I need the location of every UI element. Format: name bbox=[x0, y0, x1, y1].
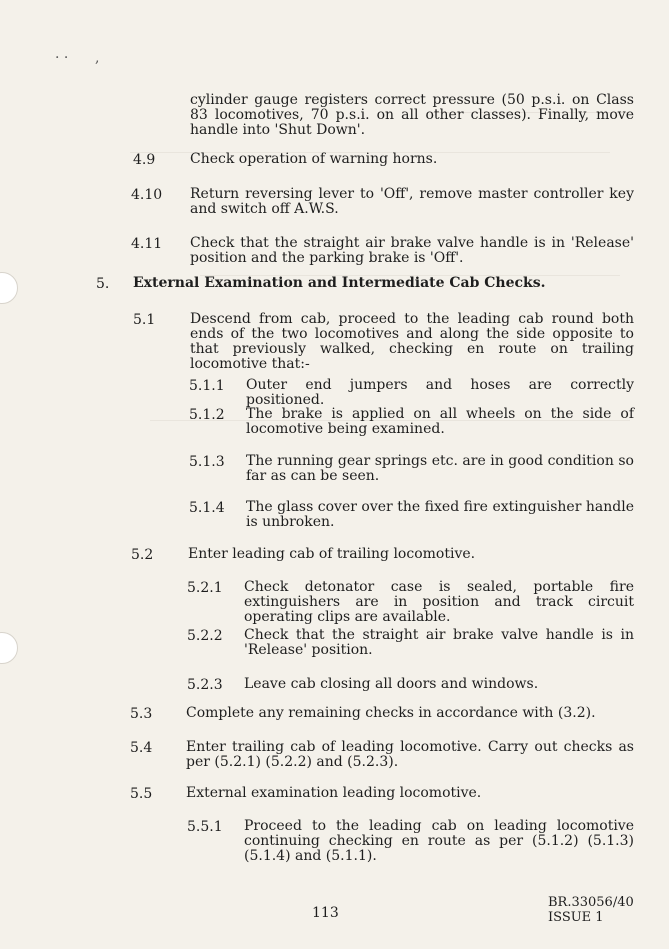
section-text: Check that the straight air brake valve handle is in 'Release' position and the parking brake is 'Off'. bbox=[190, 235, 634, 266]
subsection-number: 5.1.2 bbox=[189, 407, 225, 423]
subsection-number: 5.1.1 bbox=[189, 378, 225, 394]
section-text: Enter trailing cab of leading locomotive. Carry out checks as per (5.2.1) (5.2.2) and (5.2.3). bbox=[186, 739, 634, 770]
section-number: 4.9 bbox=[133, 152, 156, 168]
subsection-text: The running gear springs etc. are in good condition so far as can be seen. bbox=[246, 453, 634, 484]
section-text: Complete any remaining checks in accordance with (3.2). bbox=[186, 705, 596, 721]
scan-specks: · · , bbox=[55, 50, 100, 66]
subsection-number: 5.1.3 bbox=[189, 454, 225, 470]
subsection-number: 5.2.1 bbox=[187, 580, 223, 596]
section-number: 5.5 bbox=[130, 786, 153, 802]
paragraph-continuation: cylinder gauge registers correct pressure (50 p.s.i. on Class 83 locomotives, 70 p.s.i. on all other classes). Finally, move handle into 'Shut Down'. bbox=[190, 92, 634, 138]
subsection-text: Outer end jumpers and hoses are correctly positioned. bbox=[246, 377, 634, 408]
document-reference bbox=[548, 895, 634, 925]
subsection-number: 5.1.4 bbox=[189, 500, 225, 516]
section-number: 5.4 bbox=[130, 740, 153, 756]
doc-ref: BR.33056/40 bbox=[548, 895, 634, 910]
section-number: 4.10 bbox=[131, 187, 163, 203]
section-number: 5.2 bbox=[131, 547, 154, 563]
punch-hole bbox=[0, 272, 18, 304]
subsection-text: The glass cover over the fixed fire extinguisher handle is unbroken. bbox=[246, 499, 634, 530]
subsection-text: Leave cab closing all doors and windows. bbox=[244, 676, 539, 692]
subsection-text: Proceed to the leading cab on leading locomotive continuing checking en route as per (5.1.2) (5.1.3) (5.1.4) and (5.1.1). bbox=[244, 818, 634, 864]
subsection-text: Check detonator case is sealed, portable fire extinguishers are in position and track circuit operating clips are available. bbox=[244, 579, 634, 625]
section-text: Check operation of warning horns. bbox=[190, 151, 438, 167]
punch-hole bbox=[0, 632, 18, 664]
section-text: External examination leading locomotive. bbox=[186, 785, 482, 801]
heading-number: 5. bbox=[96, 276, 110, 292]
subsection-number: 5.2.2 bbox=[187, 628, 223, 644]
section-text: Return reversing lever to 'Off', remove master controller key and switch off A.W.S. bbox=[190, 186, 634, 217]
issue-label: ISSUE 1 bbox=[548, 910, 604, 925]
subsection-number: 5.2.3 bbox=[187, 677, 223, 693]
subsection-text: The brake is applied on all wheels on the side of locomotive being examined. bbox=[246, 406, 634, 437]
page-number: 113 bbox=[312, 905, 339, 921]
section-number: 5.3 bbox=[130, 706, 153, 722]
subsection-text: Check that the straight air brake valve handle is in 'Release' position. bbox=[244, 627, 634, 658]
section-number: 4.11 bbox=[131, 236, 163, 252]
section-text: Descend from cab, proceed to the leading cab round both ends of the two locomotives and along the side opposite to that previously walked, checking en route on trailing locomotive that:- bbox=[190, 311, 634, 372]
section-number: 5.1 bbox=[133, 312, 156, 328]
subsection-number: 5.5.1 bbox=[187, 819, 223, 835]
section-text: Enter leading cab of trailing locomotive. bbox=[188, 546, 476, 562]
section-heading: External Examination and Intermediate Cab Checks. bbox=[133, 275, 546, 291]
